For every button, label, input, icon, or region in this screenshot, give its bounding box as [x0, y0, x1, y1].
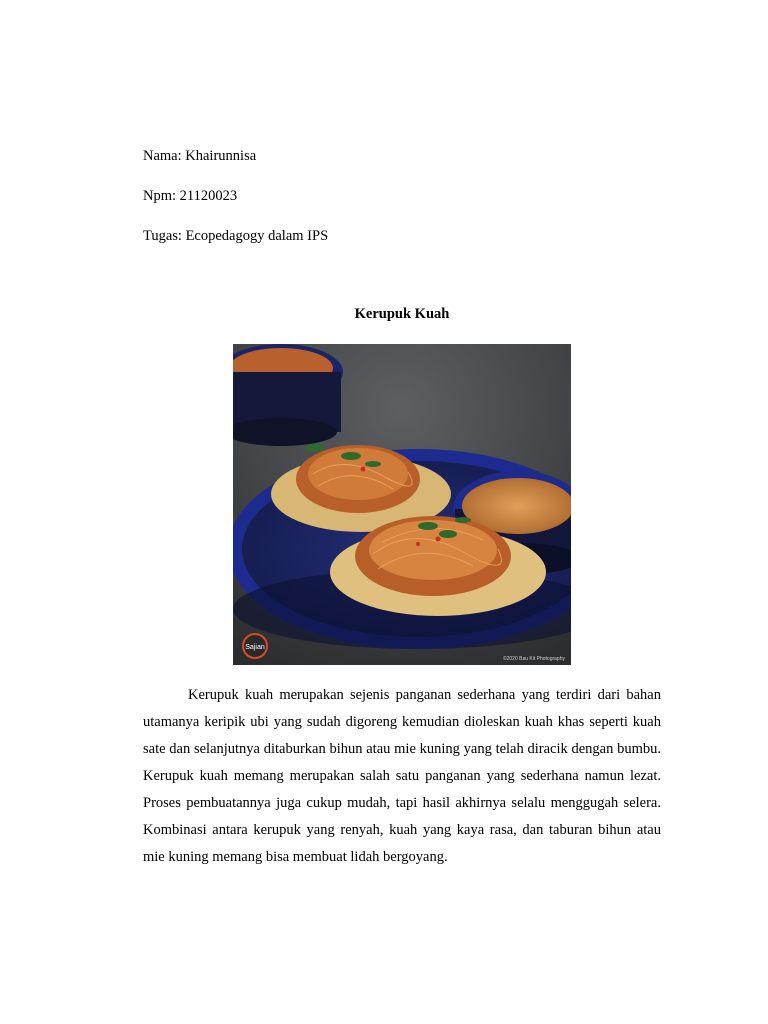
- photo-watermark: ©2020 Bau Kit Photography: [502, 656, 565, 662]
- body-paragraph: Kerupuk kuah merupakan sejenis panganan sederhana yang terdiri dari bahan utamanya keripik ubi yang sudah digoreng kemudian dioleskan kuah khas seperti kuah sate dan selanjutnya ditaburkan bihun atau mie kuning yang telah diracik dengan bumbu. Kerupuk kuah memang merupakan salah satu panganan yang sederhana namun lezat. Proses pembuatannya juga cukup mudah, tapi hasil akhirnya selalu menggugah selera. Kombinasi antara kerupuk yang renyah, kuah yang kaya rasa, dan taburan bihun atau mie kuning memang bisa membuat lidah bergoyang.: [143, 687, 661, 865]
- assignment-task: Tugas: Ecopedagogy dalam IPS: [143, 228, 329, 244]
- photo-logo: Sajian: [245, 644, 265, 651]
- student-name: Nama: Khairunnisa: [143, 148, 257, 164]
- student-npm: Npm: 21120023: [143, 188, 238, 204]
- document-title: Kerupuk Kuah: [354, 306, 450, 322]
- food-photo: [233, 344, 571, 665]
